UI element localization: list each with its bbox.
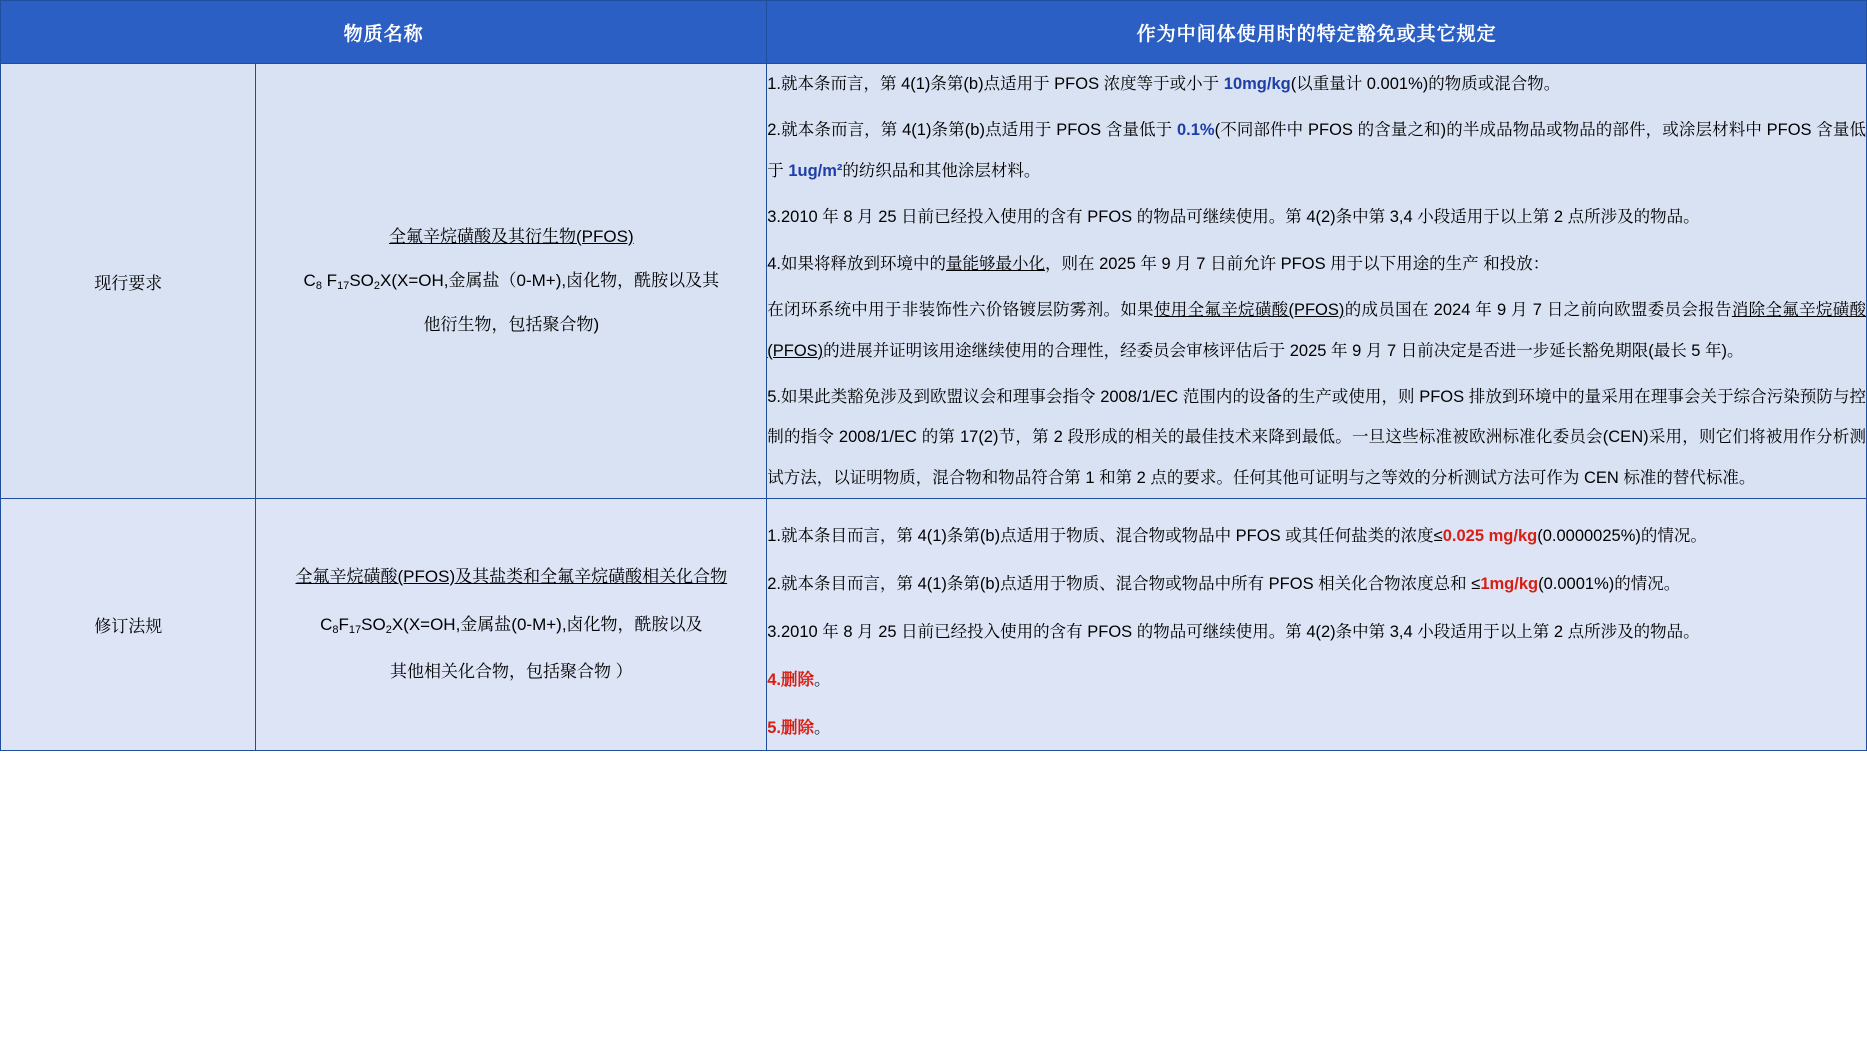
text-run: 消除全氟辛烷磺酸(PFOS) xyxy=(767,301,1867,360)
substance-cell-revised xyxy=(256,499,767,750)
formula-part: SO xyxy=(349,271,374,291)
text-run: 5.删除 xyxy=(767,719,814,738)
exemption-item xyxy=(767,515,1866,557)
formula-part: C xyxy=(303,271,316,291)
formula-sub: 17 xyxy=(337,279,350,292)
text-run: 。 xyxy=(814,719,831,738)
text-run: 1.就本条而言，第 4(1)条第(b)点适用于 PFOS 浓度等于或小于 xyxy=(767,75,1224,93)
formula-part: F xyxy=(321,271,338,291)
exemption-item xyxy=(767,707,1866,749)
exemption-item xyxy=(767,197,1866,237)
text-run: 在闭环系统中用于非装饰性六价铬镀层防雾剂。如果 xyxy=(767,301,1154,320)
exemption-cell-revised xyxy=(767,499,1867,750)
text-run: 5.如果此类豁免涉及到欧盟议会和理事会指令 2008/1/EC 范围内的设备的生产或使用，则 PFOS 排放到环境中的量采用在理事会关于综合污染预防与控制的指令 2008/1/EC 的第 17(2)节，第 2 段形成的相关的最佳技术来降到最低。一旦这些标准被欧洲标准化委员会(CEN)采用，则它们将被用作分析测试方法，以证明物质，混合物和物品符合第 1 和第 2 点的要求。任何其他可证明与之等效的分析测试方法可作为 CEN 标准的替代标准。 xyxy=(767,387,1866,487)
formula-sub: 17 xyxy=(348,623,362,636)
table-header xyxy=(1,1,1867,64)
header-substance-name: 物质名称 xyxy=(1,1,767,64)
formula-part: X(X=OH,金属盐（0-M+),卤化物，酰胺以及其 xyxy=(380,271,720,291)
formula-part: X(X=OH,金属盐(0-M+),卤化物，酰胺以及 xyxy=(391,614,703,634)
header-row xyxy=(1,1,1867,64)
text-run: 0.025 mg/kg xyxy=(1442,527,1538,546)
text-run: 。 xyxy=(814,671,831,690)
text-run: 的成员国在 2024 年 9 月 7 日之前向欧盟委员会报告 xyxy=(1344,301,1732,320)
substance-name-revised: 全氟辛烷磺酸(PFOS)及其盐类和全氟辛烷磺酸相关化合物 xyxy=(295,566,728,586)
text-run: (0.0000025%)的情况。 xyxy=(1537,527,1707,546)
row-label-revised: 修订法规 xyxy=(1,499,256,750)
formula-part: SO xyxy=(361,614,386,634)
substance-name-current: 全氟辛烷磺酸及其衍生物(PFOS) xyxy=(389,226,634,246)
formula-sub: 2 xyxy=(373,279,380,292)
exemption-item xyxy=(767,64,1866,104)
text-run: 2.就本条目而言，第 4(1)条第(b)点适用于物质、混合物或物品中所有 PFOS 相关化合物浓度总和 ≤ xyxy=(767,575,1481,594)
text-run: 1ug/m² xyxy=(788,161,843,180)
text-run: 3.2010 年 8 月 25 日前已经投入使用的含有 PFOS 的物品可继续使用。第 4(2)条中第 3,4 小段适用于以上第 2 点所涉及的物品。 xyxy=(767,623,1700,642)
exemption-item xyxy=(767,563,1866,605)
text-run: 1.就本条目而言，第 4(1)条第(b)点适用于物质、混合物或物品中 PFOS 或其任何盐类的浓度≤ xyxy=(767,527,1443,546)
text-run: (以重量计 0.001%)的物质或混合物。 xyxy=(1290,75,1561,93)
text-run: (不同部件中 PFOS 的含量之和)的半成品物品或物品的部件，或涂层材料中 PFOS 含量低于 xyxy=(767,121,1866,180)
text-run: (0.0001%)的情况。 xyxy=(1538,575,1681,594)
exemption-cell-current xyxy=(767,64,1867,499)
header-exemption: 作为中间体使用时的特定豁免或其它规定 xyxy=(767,1,1867,64)
text-run: 1mg/kg xyxy=(1480,575,1539,594)
exemption-item xyxy=(767,110,1866,191)
text-run: 4.如果将释放到环境中的 xyxy=(767,254,946,273)
formula-part: C xyxy=(320,614,333,634)
text-run: 3.2010 年 8 月 25 日前已经投入使用的含有 PFOS 的物品可继续使用。第 4(2)条中第 3,4 小段适用于以上第 2 点所涉及的物品。 xyxy=(767,208,1700,227)
formula-sub: 8 xyxy=(315,279,322,292)
exemption-item xyxy=(767,611,1866,653)
substance-formula-revised-line3: 其他相关化合物，包括聚合物 ） xyxy=(389,662,633,682)
substance-formula-current xyxy=(256,259,766,303)
formula-part: F xyxy=(338,614,349,634)
text-run: 的进展并证明该用途继续使用的合理性，经委员会审核评估后于 2025 年 9 月 7 日前决定是否进一步延长豁免期限(最长 5 年)。 xyxy=(823,341,1744,360)
text-run: 的纺织品和其他涂层材料。 xyxy=(842,161,1041,180)
table-row xyxy=(1,64,1867,499)
text-run: 2.就本条而言，第 4(1)条第(b)点适用于 PFOS 含量低于 xyxy=(767,121,1177,140)
text-run: 使用全氟辛烷磺酸(PFOS) xyxy=(1153,301,1345,320)
table-body xyxy=(1,64,1867,751)
text-run: 10mg/kg xyxy=(1223,75,1291,93)
exemption-item xyxy=(767,244,1866,284)
text-run: 0.1% xyxy=(1177,121,1215,140)
text-run: ，则在 2025 年 9 月 7 日前允许 PFOS 用于以下用途的生产 和投放： xyxy=(1045,254,1550,273)
exemption-item xyxy=(767,659,1866,701)
substance-formula-current-line3: 他衍生物，包括聚合物) xyxy=(423,315,600,335)
text-run: 4.删除 xyxy=(767,671,814,690)
exemption-item xyxy=(767,377,1866,498)
table-row xyxy=(1,499,1867,750)
substance-formula-revised xyxy=(256,601,766,649)
exemption-item xyxy=(767,290,1866,371)
formula-sub: 2 xyxy=(385,623,392,636)
row-label-current: 现行要求 xyxy=(1,64,256,499)
text-run: 量能够最小化 xyxy=(946,254,1045,273)
formula-sub: 8 xyxy=(332,623,339,636)
substance-cell-current xyxy=(256,64,767,499)
